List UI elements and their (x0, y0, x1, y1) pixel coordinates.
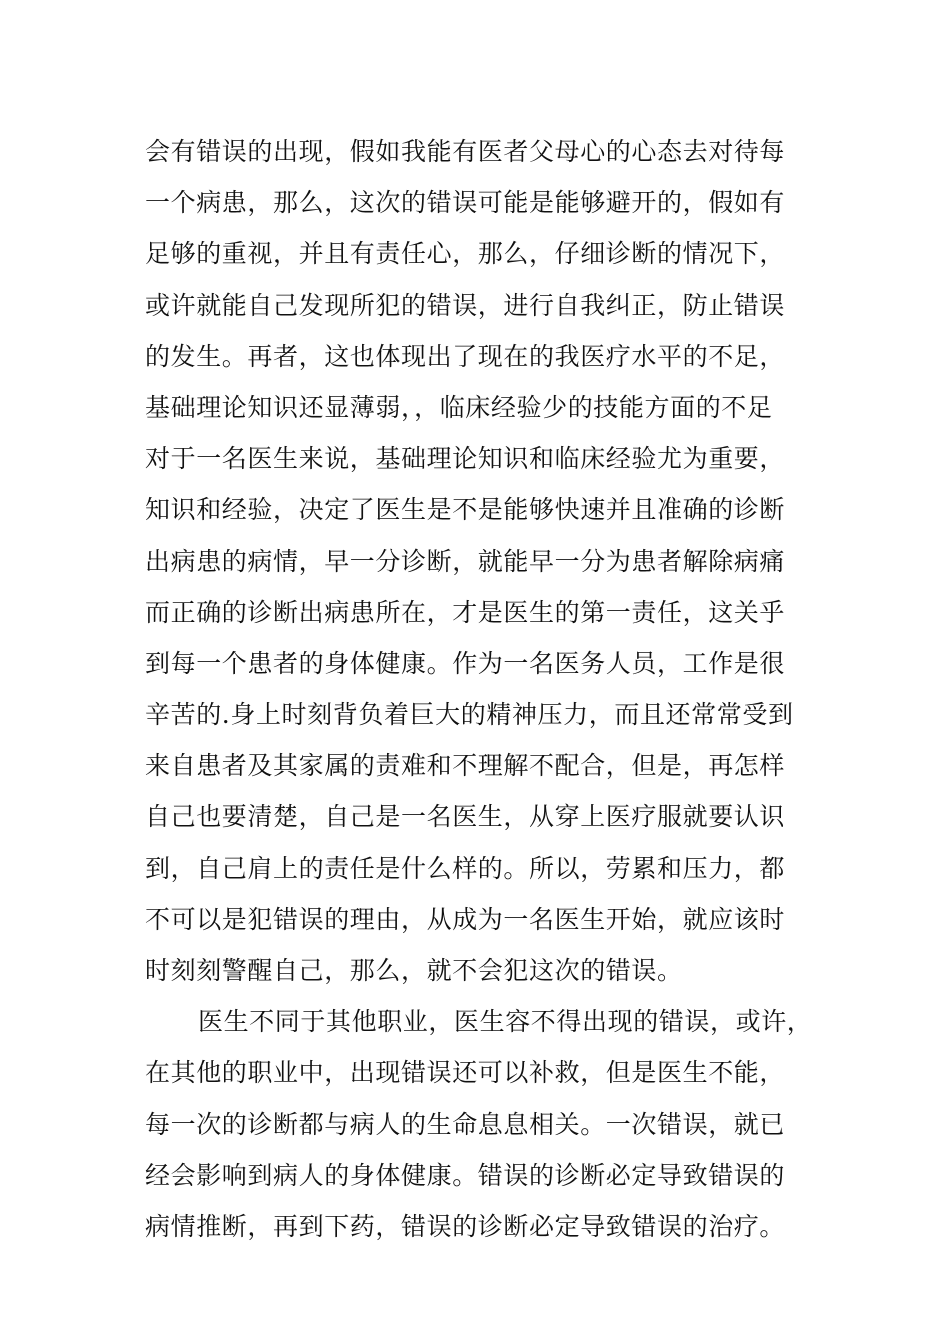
paragraph-line: 自己也要清楚，自己是一名医生，从穿上医疗服就要认识 (145, 802, 786, 832)
document-body (145, 126, 835, 1252)
paragraph-line: 基础理论知识还显薄弱，，临床经验少的技能方面的不足 (145, 392, 773, 422)
paragraph-line: 医生不同于其他职业，医生容不得出现的错误，或许， (198, 1007, 813, 1037)
paragraph-line: 到每一个患者的身体健康。作为一名医务人员，工作是很 (145, 648, 786, 678)
paragraph-line: 一个病患，那么，这次的错误可能是能够避开的，假如有 (145, 188, 786, 218)
paragraph-line: 辛苦的.身上时刻背负着巨大的精神压力，而且还常常受到 (145, 700, 794, 730)
paragraph-line: 而正确的诊断出病患所在，才是医生的第一责任，这关乎 (145, 597, 786, 627)
paragraph-1 (145, 126, 835, 996)
paragraph-2 (145, 996, 835, 1252)
paragraph-line: 到，自己肩上的责任是什么样的。所以，劳累和压力，都 (145, 853, 786, 883)
paragraph-line: 时刻刻警醒自己，那么，就不会犯这次的错误。 (145, 956, 683, 985)
paragraph-line: 知识和经验，决定了医生是不是能够快速并且准确的诊断 (145, 495, 786, 525)
paragraph-line: 出病患的病情，早一分诊断，就能早一分为患者解除病痛 (145, 546, 786, 576)
paragraph-line: 病情推断，再到下药，错误的诊断必定导致错误的治疗。 (145, 1211, 786, 1241)
paragraph-line: 经会影响到病人的身体健康。错误的诊断必定导致错误的 (145, 1160, 786, 1190)
paragraph-line: 在其他的职业中，出现错误还可以补救，但是医生不能， (145, 1058, 786, 1088)
paragraph-line: 会有错误的出现，假如我能有医者父母心的心态去对待每 (145, 137, 786, 166)
paragraph-line: 或许就能自己发现所犯的错误，进行自我纠正，防止错误 (145, 290, 786, 320)
paragraph-line: 的发生。再者，这也体现出了现在的我医疗水平的不足， (145, 341, 786, 371)
paragraph-line: 不可以是犯错误的理由，从成为一名医生开始，就应该时 (145, 904, 786, 934)
paragraph-line: 每一次的诊断都与病人的生命息息相关。一次错误，就已 (145, 1109, 786, 1139)
paragraph-line: 足够的重视，并且有责任心，那么，仔细诊断的情况下， (145, 239, 786, 269)
paragraph-line: 对于一名医生来说，基础理论知识和临床经验尤为重要， (145, 444, 786, 474)
paragraph-line: 来自患者及其家属的责难和不理解不配合，但是，再怎样 (145, 751, 786, 781)
